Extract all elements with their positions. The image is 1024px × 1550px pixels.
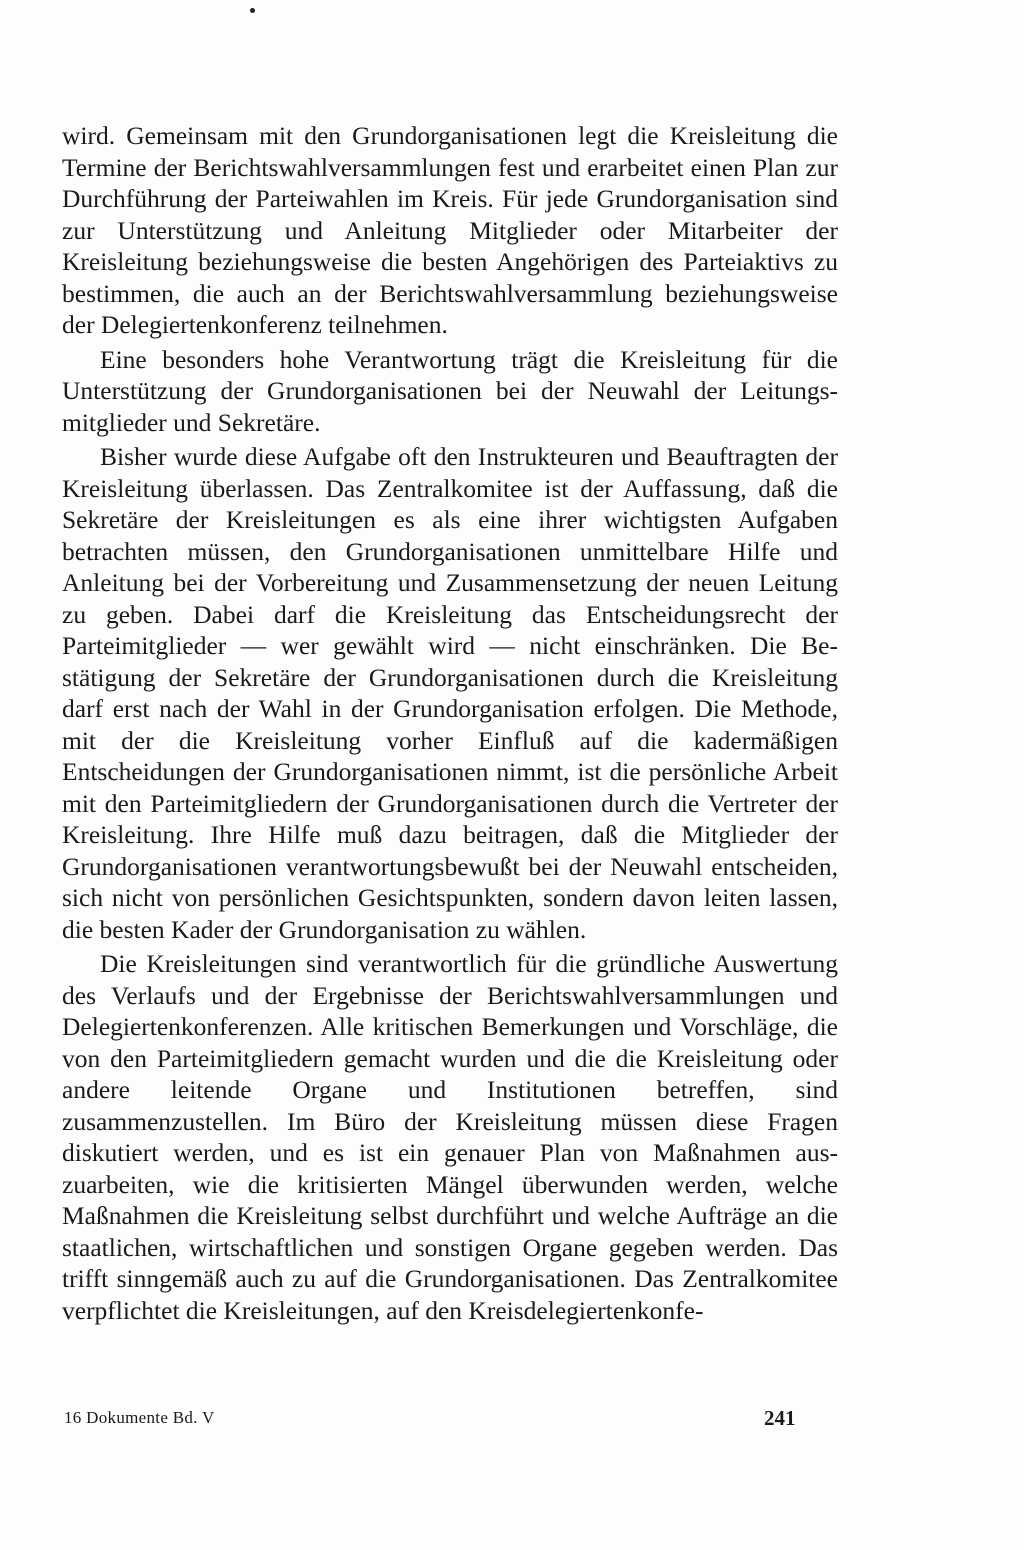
page-footer <box>62 1406 838 1436</box>
printer-signature: 16 Dokumente Bd. V <box>64 1408 215 1427</box>
ink-dot <box>250 8 255 13</box>
body-text <box>62 120 838 1326</box>
document-page <box>62 0 838 1550</box>
page-number: 241 <box>764 1406 796 1430</box>
paragraph-3: Bisher wurde diese Aufgabe oft den Instrukteuren und Beauftragten der Kreisleitung überlassen. Das Zentralkomitee ist der Auffassung, daß die Sekretäre der Kreisleitungen es als eine ihrer wichtigsten Aufgaben betrachten müssen, den Grundorganisationen unmittelbare Hilfe und Anleitung bei der Vorbereitung und Zusammensetzung der neuen Leitung zu geben. Dabei darf die Kreisleitung das Entscheidungsrecht der Parteimitglieder — wer gewählt wird — nicht einschränken. Die Bestätigung der Sekretäre der Grundorganisationen durch die Kreisleitung darf erst nach der Wahl in der Grundorganisation erfolgen. Die Methode, mit der die Kreisleitung vorher Einfluß auf die kadermäßigen Entscheidungen der Grundorganisationen nimmt, ist die persönliche Arbeit mit den Parteimitgliedern der Grundorganisationen durch die Vertreter der Kreisleitung. Ihre Hilfe muß dazu beitragen, daß die Mitglieder der Grundorganisationen verantwortungsbewußt bei der Neuwahl entscheiden, sich nicht von persönlichen Gesichtspunkten, sondern davon leiten lassen, die besten Kader der Grundorganisation zu wählen. <box>62 442 838 944</box>
paragraph-2: Eine besonders hohe Verantwortung trägt die Kreisleitung für die Unterstützung der Grundorganisationen bei der Neuwahl der Leitungsmitglieder und Sekretäre. <box>62 344 838 437</box>
paragraph-4: Die Kreisleitungen sind verantwortlich für die gründliche Auswertung des Verlaufs und der Ergebnisse der Berichtswahlversammlungen und Delegiertenkonferenzen. Alle kritischen Bemerkungen und Vorschläge, die von den Parteimitgliedern gemacht wurden und die die Kreisleitung oder andere leitende Organe und Institutionen betreffen, sind zusammenzustellen. Im Büro der Kreisleitung müssen diese Fragen diskutiert werden, und es ist ein genauer Plan von Maßnahmen auszuarbeiten, wie die kritisierten Mängel überwunden werden, welche Maßnahmen die Kreisleitung selbst durchführt und welche Aufträge an die staatlichen, wirtschaftlichen und sonstigen Organe gegeben werden. Das trifft sinngemäß auch zu auf die Grundorganisationen. Das Zentralkomitee verpflichtet die Kreisleitungen, auf den Kreisdelegiertenkonfe- <box>62 949 838 1325</box>
paragraph-1: wird. Gemeinsam mit den Grundorganisationen legt die Kreisleitung die Termine der Berichtswahlversammlungen fest und erarbeitet einen Plan zur Durchführung der Parteiwahlen im Kreis. Für jede Grundorganisation sind zur Unterstützung und Anleitung Mitglieder oder Mitarbeiter der Kreisleitung beziehungsweise die besten Angehörigen des Parteiaktivs zu bestimmen, die auch an der Berichtswahlversammlung beziehungsweise der Delegiertenkonferenz teilnehmen. <box>62 121 838 339</box>
